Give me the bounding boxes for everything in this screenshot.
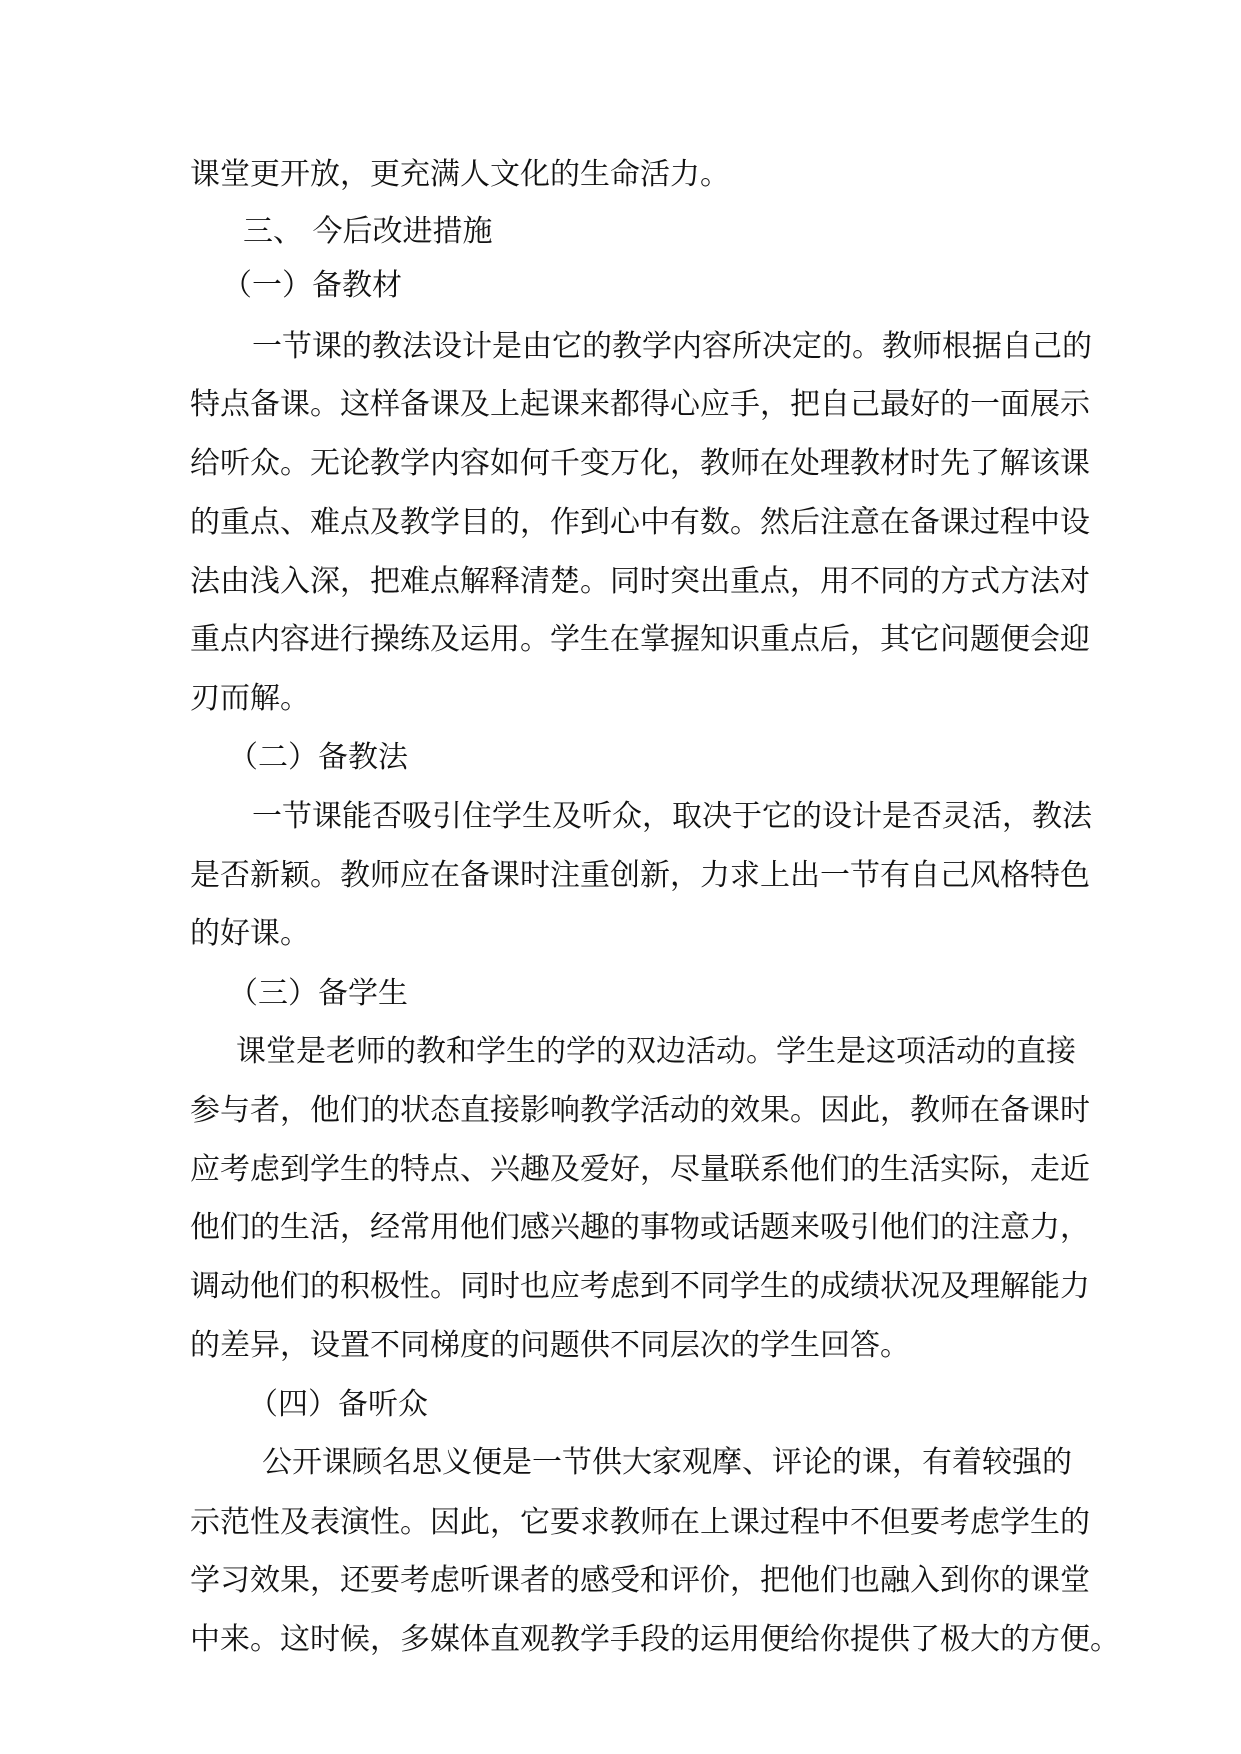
paragraph-line: 一节课的教法设计是由它的教学内容所决定的。教师根据自己的 (252, 329, 1092, 364)
paragraph-line: 参与者，他们的状态直接影响教学活动的效果。因此，教师在备课时 (190, 1093, 1090, 1128)
subsection-heading: （四）备听众 (248, 1387, 428, 1422)
subsection-heading: （二）备教法 (228, 740, 408, 775)
paragraph-line: 特点备课。这样备课及上起课来都得心应手，把自己最好的一面展示 (190, 387, 1090, 422)
subsection-heading: （三）备学生 (228, 976, 408, 1011)
paragraph-line: 法由浅入深，把难点解释清楚。同时突出重点，用不同的方式方法对 (190, 564, 1090, 599)
paragraph-line: 课堂是老师的教和学生的学的双边活动。学生是这项活动的直接 (236, 1034, 1076, 1069)
paragraph-line: 重点内容进行操练及运用。学生在掌握知识重点后，其它问题便会迎 (190, 622, 1090, 657)
paragraph-line: 应考虑到学生的特点、兴趣及爱好，尽量联系他们的生活实际，走近 (190, 1152, 1090, 1187)
paragraph-line: 是否新颖。教师应在备课时注重创新，力求上出一节有自己风格特色 (190, 858, 1090, 893)
paragraph-line: 给听众。无论教学内容如何千变万化，教师在处理教材时先了解该课 (190, 446, 1090, 481)
paragraph-line: 调动他们的积极性。同时也应考虑到不同学生的成绩状况及理解能力 (190, 1269, 1090, 1304)
subsection-heading: （一）备教材 (222, 268, 402, 303)
paragraph-line: 中来。这时候，多媒体直观教学手段的运用便给你提供了极大的方便。 (190, 1622, 1120, 1657)
paragraph-line: 示范性及表演性。因此，它要求教师在上课过程中不但要考虑学生的 (190, 1505, 1090, 1540)
paragraph-line: 的好课。 (190, 916, 310, 951)
paragraph-line: 课堂更开放，更充满人文化的生命活力。 (190, 157, 730, 192)
paragraph-line: 他们的生活，经常用他们感兴趣的事物或话题来吸引他们的注意力， (190, 1210, 1090, 1245)
paragraph-line: 学习效果，还要考虑听课者的感受和评价，把他们也融入到你的课堂 (190, 1563, 1090, 1598)
paragraph-line: 的差异，设置不同梯度的问题供不同层次的学生回答。 (190, 1328, 910, 1363)
section-heading: 三、 今后改进措施 (243, 214, 493, 249)
paragraph-line: 刃而解。 (190, 681, 310, 716)
paragraph-line: 一节课能否吸引住学生及听众，取决于它的设计是否灵活，教法 (252, 799, 1092, 834)
paragraph-line: 的重点、难点及教学目的，作到心中有数。然后注意在备课过程中设 (190, 505, 1090, 540)
paragraph-line: 公开课顾名思义便是一节供大家观摩、评论的课，有着较强的 (262, 1445, 1072, 1480)
